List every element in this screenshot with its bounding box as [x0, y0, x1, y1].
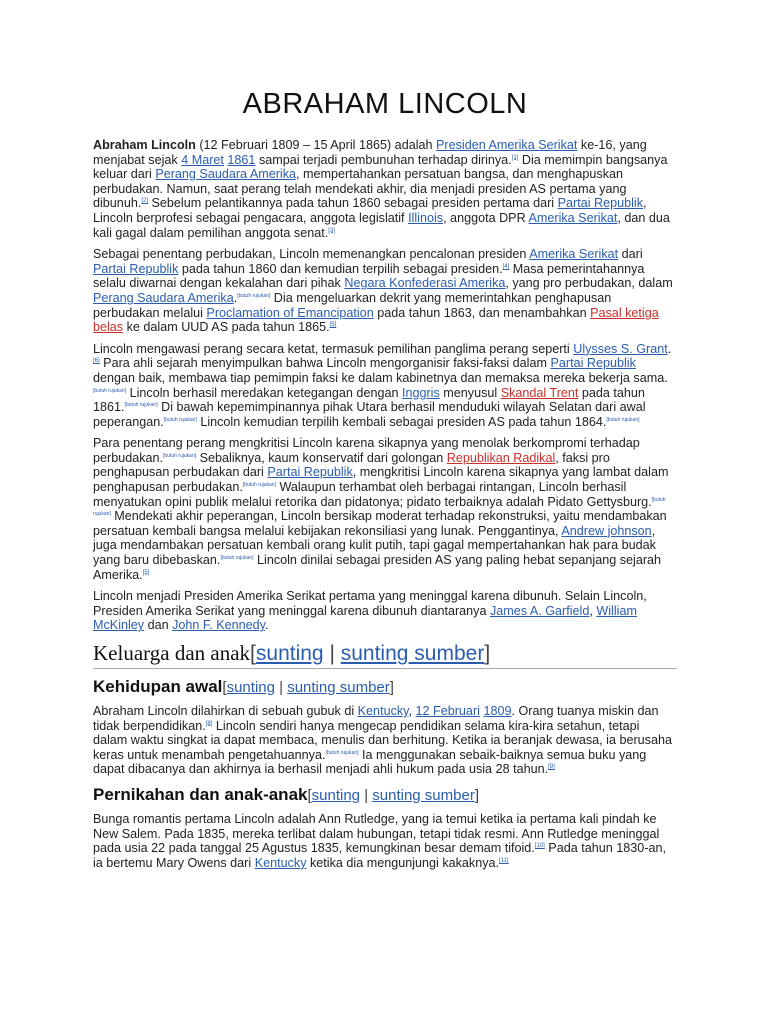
paragraph-4 — [93, 436, 677, 582]
text: Sebelum pelantikannya pada tahun 1860 sebagai presiden pertama dari — [148, 196, 558, 211]
text: Sebaliknya, kaum konservatif dari golongan — [196, 450, 447, 465]
bold-name: Abraham Lincoln — [93, 138, 196, 152]
edit-link[interactable]: sunting — [311, 786, 361, 804]
text: , faksi pro penghapusan perbudakan dari — [93, 450, 610, 480]
reference-link[interactable]: [9] — [548, 764, 555, 771]
reference-link[interactable]: [6] — [93, 358, 100, 365]
text: dengan baik, membawa tiap pemimpin faksi ke dalam kabinetnya dan memaksa mereka bekerja sama. — [93, 370, 668, 385]
text: dari — [618, 247, 643, 262]
citation-needed-link[interactable]: [butuh rujukan] — [93, 496, 666, 518]
citation-needed-link[interactable]: [butuh rujukan] — [93, 387, 127, 394]
link-partai-republik[interactable]: Partai Republik — [93, 261, 179, 276]
reference-link[interactable]: [5] — [142, 569, 150, 576]
link-republikan-radikal[interactable]: Republikan Radikal — [446, 450, 556, 465]
edit-links — [307, 787, 479, 804]
link-presiden-amerika-serikat[interactable]: Presiden Amerika Serikat — [436, 138, 578, 152]
link-andrew-johnson[interactable]: Andrew johnson — [561, 523, 652, 538]
text: Lincoln mengawasi perang secara ketat, termasuk pemilihan panglima perang seperti — [93, 341, 574, 356]
edit-source-link[interactable]: sunting sumber — [287, 679, 390, 696]
text: pada tahun 1863, dan menambahkan — [373, 305, 591, 320]
text: . Orang tuanya miskin dan tidak berpendidikan. — [93, 704, 659, 733]
text: Dia mengeluarkan dekrit yang memerintahkan penghapusan perbudakan melalui — [93, 290, 612, 320]
link-kentucky[interactable]: Kentucky — [254, 855, 307, 870]
text: . — [233, 290, 238, 305]
citation-needed-link[interactable]: [butuh rujukan] — [124, 401, 158, 408]
text: ke dalam UUD AS pada tahun 1865. — [123, 320, 330, 335]
link-proclamation-of-emancipation[interactable]: Proclamation of Emancipation — [206, 305, 374, 320]
bracket: [ — [222, 679, 227, 696]
text: , Lincoln berprofesi sebagai pengacara, anggota legislatif — [93, 196, 647, 225]
text: , yang pro perbudakan, dalam — [505, 276, 673, 291]
text: , mengkritisi Lincoln karena sikapnya yang lambat dalam penghapusan perbudakan. — [93, 465, 669, 495]
reference-link[interactable]: [4] — [502, 263, 510, 270]
reference-link[interactable]: [5] — [329, 321, 337, 328]
text: pada tahun 1861. — [93, 385, 645, 415]
citation-needed-link[interactable]: [butuh rujukan] — [163, 452, 197, 459]
link-skandal-trent[interactable]: Skandal Trent — [500, 385, 579, 400]
text: Walaupun terhambat oleh berbagai rintangan, Lincoln berhasil menyatukan opini publik melalui retorika dan pidatonya; pidato terbaiknya adalah Pidato Gettysburg. — [93, 480, 652, 509]
section-title: Keluarga dan anak — [93, 641, 251, 665]
text: Lincoln berhasil meredakan ketegangan dengan — [126, 385, 402, 400]
citation-needed-link[interactable]: [butuh rujukan] — [220, 554, 254, 561]
link-ulysses-s-grant[interactable]: Ulysses S. Grant — [573, 341, 668, 356]
text: Sebagai penentang perbudakan, Lincoln memenangkan pencalonan presiden — [93, 247, 530, 262]
edit-source-link[interactable]: sunting sumber — [340, 642, 485, 665]
text: Ia menggunakan sebaik-baiknya semua buku yang dapat dibacanya dan akhirnya ia berhasil menjadi ahli hukum pada usia 28 tahun. — [93, 747, 647, 777]
paragraph-2 — [93, 247, 677, 335]
link-partai-republik[interactable]: Partai Republik — [550, 356, 636, 371]
text: Masa pemerintahannya selalu diwarnai dengan kekalahan dari pihak — [93, 261, 645, 291]
section-heading-keluarga — [93, 641, 677, 669]
text: (12 Februari 1809 – 15 April 1865) adalah — [195, 138, 437, 152]
separator: | — [360, 786, 373, 804]
bracket: ] — [474, 786, 479, 804]
link-4-maret[interactable]: 4 Maret — [181, 152, 224, 167]
edit-links — [250, 642, 490, 665]
text: , juga mendambakan persatuan kembali orang kulit putih, tapi gagal mempertahankan hak para budak yang baru dibebaskan. — [93, 523, 656, 568]
text: , dan dua kali gagal dalam pemilihan anggota senat. — [93, 210, 670, 240]
article-body — [93, 138, 677, 877]
paragraph-3 — [93, 342, 677, 430]
text: Abraham Lincoln dilahirkan di sebuah gubuk di — [93, 704, 358, 718]
separator: | — [323, 642, 341, 665]
edit-link[interactable]: sunting — [226, 679, 275, 696]
reference-link[interactable]: [2] — [141, 198, 148, 205]
text: pada tahun 1860 dan kemudian terpilih sebagai presiden. — [178, 261, 503, 276]
text: Pada tahun 1830-an, ia bertemu Mary Owens dari — [93, 841, 666, 870]
link-amerika-serikat[interactable]: Amerika Serikat — [529, 247, 619, 262]
link-james-a-garfield[interactable]: James A. Garfield — [489, 603, 590, 618]
citation-needed-link[interactable]: [butuh rujukan] — [606, 416, 640, 423]
text: . — [667, 341, 672, 356]
citation-needed-link[interactable]: [butuh rujukan] — [163, 416, 197, 423]
edit-link[interactable]: sunting — [255, 642, 324, 665]
link-inggris[interactable]: Inggris — [401, 385, 440, 400]
link-amerika-serikat[interactable]: Amerika Serikat — [528, 210, 618, 225]
text: menyusul — [439, 385, 501, 400]
text: Mendekati akhir peperangan, Lincoln bersikap moderat terhadap rekonstruksi, yaitu mendambakan persatuan kembali bangsa melalui kebijakan rekonsiliasi yang lunak. Penggantinya, — [93, 509, 667, 538]
text: , anggota DPR — [443, 210, 529, 225]
text: ke-16, yang menjabat sejak — [93, 138, 647, 167]
text: , — [408, 704, 416, 718]
text: . — [265, 618, 269, 633]
link-pasal-ketiga-belas[interactable]: Pasal ketiga belas — [93, 305, 659, 335]
link-partai-republik[interactable]: Partai Republik — [557, 196, 643, 211]
bracket: [ — [307, 786, 312, 804]
reference-link[interactable]: [3] — [328, 227, 335, 234]
edit-source-link[interactable]: sunting sumber — [372, 786, 475, 804]
bracket: ] — [484, 642, 491, 665]
reference-link[interactable]: [11] — [499, 857, 509, 864]
text: Di bawah kepemimpinannya pihak Utara berhasil menduduki wilayah Selatan dari awal peperangan. — [93, 400, 646, 429]
link-perang-saudara-amerika[interactable]: Perang Saudara Amerika — [93, 290, 234, 305]
subsection-heading-kehidupan-awal — [93, 677, 677, 697]
text: dan — [144, 618, 173, 633]
subsection-title: Kehidupan awal — [93, 677, 223, 696]
link-partai-republik[interactable]: Partai Republik — [267, 465, 353, 480]
link-12-februari[interactable]: 12 Februari — [415, 704, 480, 718]
text: Para ahli sejarah menyimpulkan bahwa Lincoln mengorganisir faksi-faksi dalam — [99, 356, 551, 371]
subsection-title: Pernikahan dan anak-anak — [93, 784, 308, 804]
text: Dia memimpin bangsanya keluar dari — [93, 152, 668, 182]
text: Bunga romantis pertama Lincoln adalah Ann Rutledge, yang ia temui ketika ia pertama kali pindah ke New Salem. Pada 1835, mereka terlibat dalam hubungan, tetapi tidak resmi. Ann Rutledge meninggal pada usia 22 pada tanggal 25 Agustus 1835, kemungkinan besar demam tifoid. — [93, 811, 660, 856]
paragraph-intro — [93, 138, 677, 240]
text: Lincoln sendiri hanya mengecap pendidikan selama kira-kira setahun, tetapi dalam waktu singkat ia dapat membaca, menulis dan berhitung. Ketika ia beranjak dewasa, ia berusaha keras untuk menambah pengetahuannya. — [93, 718, 672, 762]
text: , — [589, 603, 597, 618]
paragraph-pernikahan — [93, 812, 677, 870]
text: Para penentang perang mengkritisi Lincoln karena sikapnya yang menolak berkompromi terhadap perbudakan. — [93, 436, 640, 465]
text: Lincoln kemudian terpilih kembali sebagai presiden AS pada tahun 1864. — [196, 414, 607, 429]
link-kentucky[interactable]: Kentucky — [357, 704, 409, 718]
link-illinois[interactable]: Illinois — [408, 210, 444, 225]
bracket: [ — [250, 642, 256, 665]
separator: | — [274, 679, 288, 696]
page-title: ABRAHAM LINCOLN — [242, 88, 528, 120]
citation-needed-link[interactable]: [butuh rujukan] — [242, 481, 276, 488]
reference-link[interactable]: [8] — [205, 720, 213, 727]
paragraph-kehidupan-awal — [93, 704, 677, 777]
paragraph-5 — [93, 589, 677, 633]
text: Lincoln menjadi Presiden Amerika Serikat pertama yang meninggal karena dibunuh. Selain Lincoln, Presiden Amerika Serikat yang meninggal karena dibunuh diantaranya — [93, 589, 647, 618]
text: , mempertahankan persatuan bangsa, dan menghapuskan perbudakan. Namun, saat perang telah mendekati akhir, dia menjadi presiden AS pertama yang dibunuh. — [93, 167, 627, 211]
bracket: ] — [389, 679, 394, 696]
subsection-heading-pernikahan — [93, 785, 677, 805]
reference-link[interactable]: [10] — [534, 842, 545, 849]
link-perang-saudara-amerika[interactable]: Perang Saudara Amerika — [155, 167, 297, 182]
link-negara-konfederasi-amerika[interactable]: Negara Konfederasi Amerika — [344, 276, 506, 291]
edit-links — [222, 679, 394, 696]
text: ketika dia mengunjungi kakaknya. — [306, 855, 500, 870]
link-john-f-kennedy[interactable]: John F. Kennedy — [172, 618, 265, 633]
link-1861[interactable]: 1861 — [227, 152, 256, 167]
text: sampai terjadi pembunuhan terhadap dirinya. — [255, 152, 512, 167]
citation-needed-link[interactable]: [butuh rujukan] — [325, 749, 359, 756]
link-william-mckinley[interactable]: William McKinley — [93, 603, 637, 633]
reference-link[interactable]: [1] — [511, 154, 519, 161]
link-1809[interactable]: 1809 — [483, 704, 512, 718]
text: Lincoln dinilai sebagai presiden AS yang paling hebat sepanjang sejarah Amerika. — [93, 553, 662, 582]
citation-needed-link[interactable]: [butuh rujukan] — [237, 292, 271, 299]
